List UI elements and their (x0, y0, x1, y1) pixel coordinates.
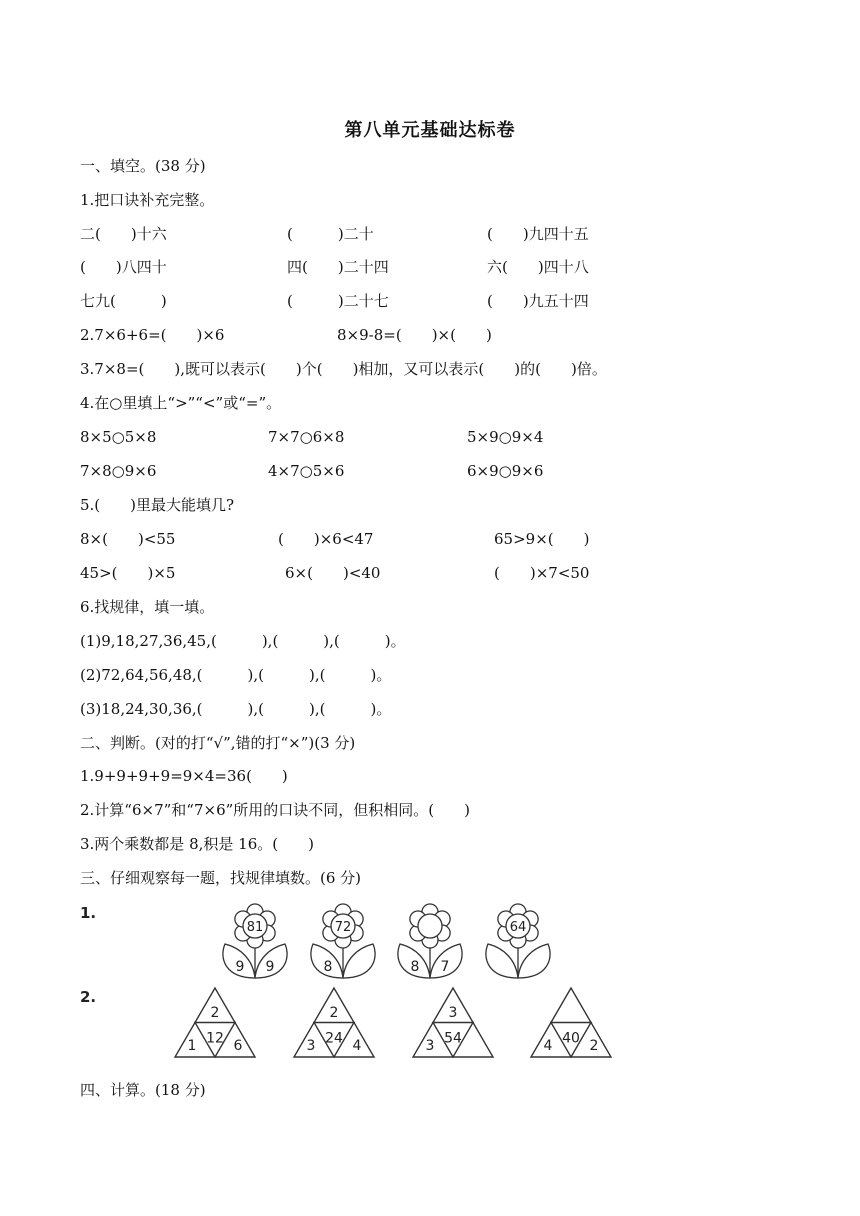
q1-row3-item: ( )九五十四 (487, 292, 589, 310)
triangle-figure (413, 988, 493, 1057)
triangle-figure (175, 988, 255, 1057)
flower-left-leaf-number: 8 (410, 959, 420, 975)
triangle-left-number: 3 (425, 1038, 435, 1054)
row-2-label: 2. (80, 988, 97, 1006)
q5-row1-item: ( )×6<47 (278, 530, 374, 548)
flower-center-number: 72 (334, 920, 352, 935)
triangle-top-number: 2 (329, 1005, 339, 1021)
flower-leaf-left (486, 944, 518, 978)
triangle-left-number: 1 (187, 1038, 197, 1054)
question-5: 5.( )里最大能填几? (80, 496, 235, 514)
question-4: 4.在○里填上“>”“<”或“=”。 (80, 394, 282, 412)
question-2b: 8×9-8=( )×( ) (337, 326, 492, 344)
q1-row2-item: 六( )四十八 (487, 258, 589, 276)
triangle-figure (531, 988, 611, 1057)
flower-figure (486, 904, 550, 978)
q1-row1-item: ( )二十 (287, 225, 374, 243)
triangle-middle-number: 54 (444, 1030, 462, 1047)
q5-row1-item: 65>9×( ) (494, 530, 590, 548)
section-4-heading: 四、计算。(18 分) (80, 1081, 206, 1099)
q4-row1-item: 7×7○6×8 (268, 428, 345, 446)
triangle-left-number: 3 (306, 1038, 316, 1054)
judge-item: 2.计算“6×7”和“7×6”所用的口诀不同，但积相同。( ) (80, 801, 471, 819)
q1-row2-item: ( )八四十 (80, 258, 167, 276)
q4-row2-item: 7×8○9×6 (80, 462, 157, 480)
q6-item: (3)18,24,30,36,( ),( ),( )。 (80, 700, 392, 718)
question-2a: 2.7×6+6=( )×6 (80, 326, 225, 344)
q5-row1-item: 8×( )<55 (80, 530, 176, 548)
flower-figure (311, 904, 375, 978)
q1-row2-item: 四( )二十四 (287, 258, 389, 276)
triangle-right-number: 6 (233, 1038, 243, 1054)
flower-leaf-right (343, 944, 375, 978)
question-1: 1.把口诀补充完整。 (80, 191, 215, 209)
page-title: 第八单元基础达标卷 (344, 120, 516, 141)
flower-left-leaf-number: 9 (235, 959, 245, 975)
q4-row2-item: 6×9○9×6 (467, 462, 544, 480)
triangle-middle-number: 40 (562, 1030, 580, 1047)
q5-row2-item: 45>( )×5 (80, 564, 176, 582)
q4-row1-item: 8×5○5×8 (80, 428, 157, 446)
triangle-top-number: 2 (210, 1005, 220, 1021)
q4-row2-item: 4×7○5×6 (268, 462, 345, 480)
question-6: 6.找规律，填一填。 (80, 598, 215, 616)
flower-figure (223, 904, 287, 978)
flower-right-leaf-number: 9 (265, 959, 275, 975)
q1-row1-item: ( )九四十五 (487, 225, 589, 243)
judge-item: 1.9+9+9+9=9×4=36( ) (80, 767, 288, 785)
triangle-middle-number: 12 (206, 1030, 224, 1047)
triangle-right-number: 2 (589, 1038, 599, 1054)
judge-item: 3.两个乘数都是 8,积是 16。( ) (80, 835, 314, 853)
section-1-heading: 一、填空。(38 分) (80, 157, 206, 175)
q4-row1-item: 5×9○9×4 (467, 428, 544, 446)
triangle-middle-number: 24 (325, 1030, 343, 1047)
flower-center-number: 81 (246, 920, 264, 935)
q6-item: (2)72,64,56,48,( ),( ),( )。 (80, 666, 392, 684)
triangle-right-number: 4 (352, 1038, 362, 1054)
q5-row2-item: 6×( )<40 (285, 564, 381, 582)
question-3: 3.7×8=( ),既可以表示( )个( )相加，又可以表示( )的( )倍。 (80, 360, 607, 378)
q1-row3-item: 七九( ) (80, 292, 167, 310)
flower-right-leaf-number: 7 (440, 959, 450, 975)
q5-row2-item: ( )×7<50 (494, 564, 590, 582)
section-2-heading: 二、判断。(对的打“√”,错的打“×”)(3 分) (80, 734, 356, 752)
q1-row3-item: ( )二十七 (287, 292, 389, 310)
row-1-label: 1. (80, 904, 97, 922)
q6-item: (1)9,18,27,36,45,( ),( ),( )。 (80, 632, 406, 650)
triangle-left-number: 4 (543, 1038, 553, 1054)
triangle-figure (294, 988, 374, 1057)
flower-left-leaf-number: 8 (323, 959, 333, 975)
section-3-heading: 三、仔细观察每一题，找规律填数。(6 分) (80, 869, 362, 887)
q1-row1-item: 二( )十六 (80, 225, 167, 243)
flower-figure (398, 904, 462, 978)
triangle-top-number: 3 (448, 1005, 458, 1021)
flower-center (418, 914, 442, 938)
flower-center-number: 64 (509, 920, 527, 935)
flower-leaf-right (518, 944, 550, 978)
